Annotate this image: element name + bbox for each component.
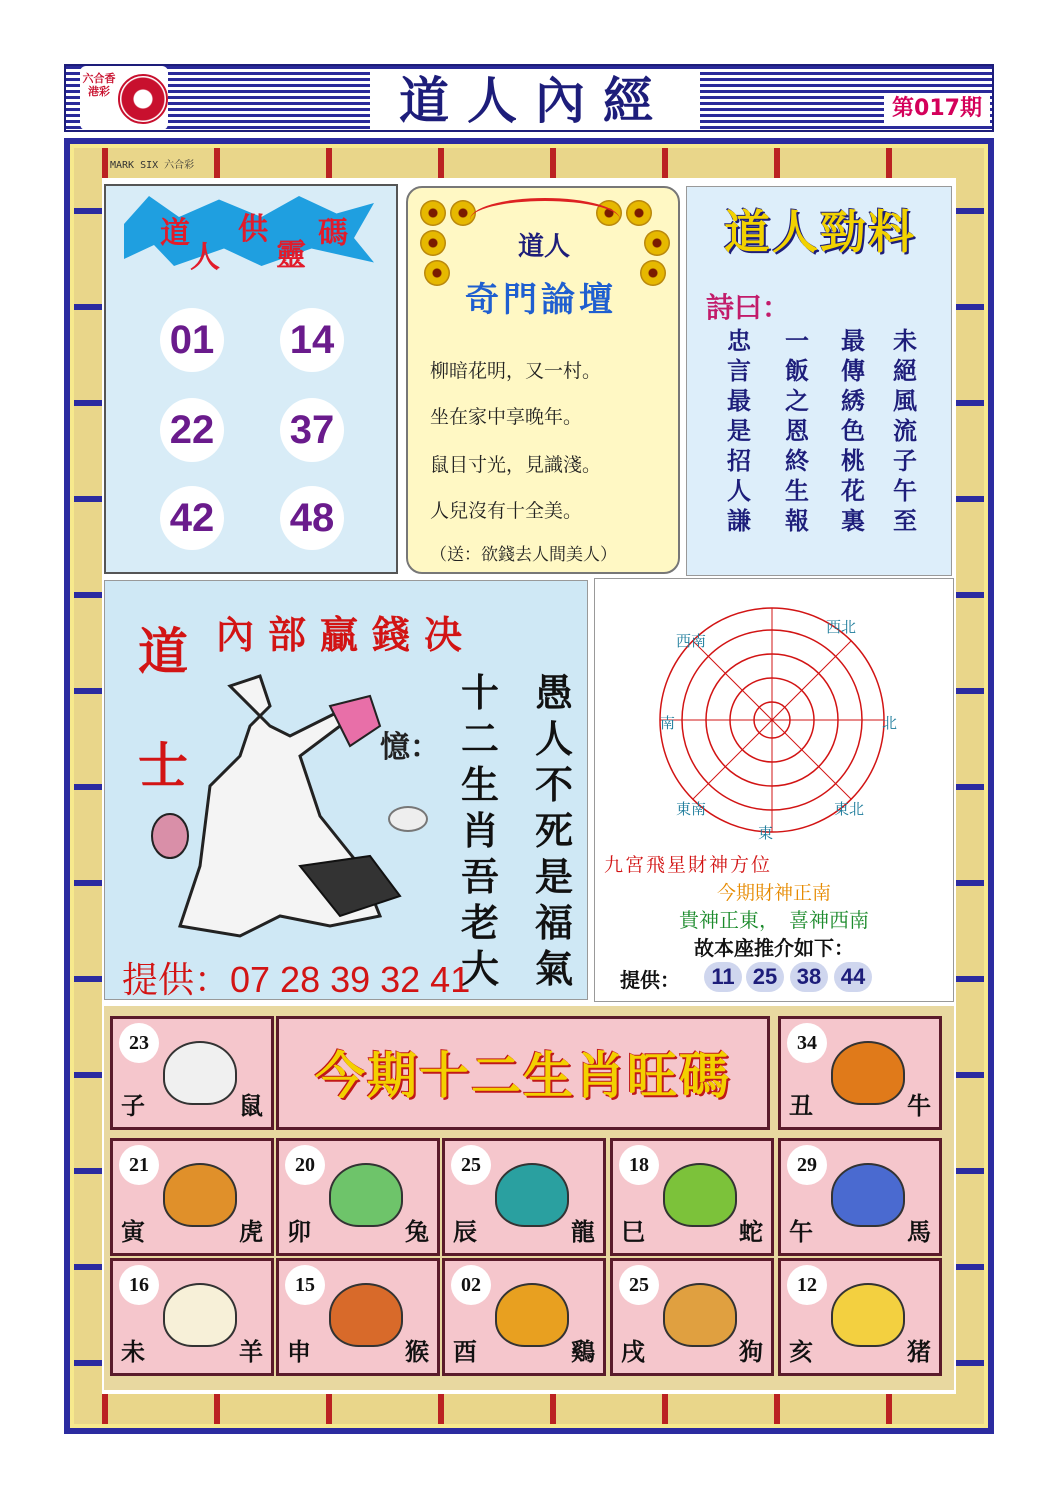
vertical-poem-column: 忠言最是招人謙 <box>727 326 751 535</box>
sheep-icon <box>388 806 428 832</box>
zodiac-animal: 鷄 <box>571 1337 595 1366</box>
lucky-number: 22 <box>160 398 224 462</box>
zodiac-cell <box>610 1138 774 1256</box>
badge-char: 靈 <box>276 238 306 273</box>
badge-char: 供 <box>238 212 268 247</box>
logo-text: 六合香港彩 <box>82 72 116 98</box>
zodiac-number: 21 <box>119 1145 159 1185</box>
zodiac-number: 02 <box>451 1265 491 1305</box>
zodiac-animal-icon <box>663 1163 737 1227</box>
border-strip-bottom <box>74 1394 984 1424</box>
zodiac-number: 23 <box>119 1023 159 1063</box>
earthly-branch: 戌 <box>621 1337 645 1366</box>
zodiac-animal: 鼠 <box>239 1091 263 1120</box>
zodiac-cell <box>778 1258 942 1376</box>
badge-char: 人 <box>190 240 220 275</box>
bauhinia-icon <box>118 74 168 124</box>
fortune-god-direction: 今期財神正南 <box>716 882 831 904</box>
lucky-number: 14 <box>280 308 344 372</box>
earthly-branch: 未 <box>121 1337 145 1366</box>
zodiac-number: 12 <box>787 1265 827 1305</box>
zodiac-animal-icon <box>163 1041 237 1105</box>
coin-icon <box>420 230 446 256</box>
forum-label: 道人 <box>517 232 570 262</box>
earthly-branch: 申 <box>287 1337 311 1366</box>
zodiac-number: 34 <box>787 1023 827 1063</box>
zodiac-animal: 龍 <box>571 1217 595 1246</box>
earthly-branch: 午 <box>789 1217 813 1246</box>
coin-icon <box>644 230 670 256</box>
zodiac-animal: 牛 <box>907 1091 931 1120</box>
zodiac-animal-icon <box>663 1283 737 1347</box>
coin-icon <box>640 260 666 286</box>
border-strip-right <box>956 178 984 1394</box>
provided-numbers: 提供：07 28 39 32 41 <box>122 959 471 1000</box>
page-title: 道人內經 <box>399 71 671 130</box>
zodiac-cell <box>778 1138 942 1256</box>
zodiac-number: 18 <box>619 1145 659 1185</box>
earthly-branch: 丑 <box>789 1091 813 1120</box>
lottery-logo <box>80 66 168 130</box>
poem-line: 柳暗花明，又一村。 <box>430 360 602 382</box>
vertical-verse: 愚人不死是福氣 <box>534 670 573 991</box>
zodiac-number: 16 <box>119 1265 159 1305</box>
recommended-number: 38 <box>790 962 828 992</box>
zodiac-animal-icon <box>495 1283 569 1347</box>
recommended-number: 44 <box>834 962 872 992</box>
zodiac-number: 25 <box>451 1145 491 1185</box>
zodiac-animal-icon <box>329 1163 403 1227</box>
recommend-label: 故本座推介如下： <box>694 936 854 960</box>
compass-label: 東北 <box>834 800 865 818</box>
earthly-branch: 子 <box>121 1091 145 1120</box>
zodiac-number: 25 <box>619 1265 659 1305</box>
vertical-poem-column: 一飯之恩終生報 <box>785 326 809 535</box>
vertical-poem-column: 未絕風流子午至 <box>893 326 917 535</box>
badge-char: 碼 <box>318 216 348 251</box>
lucky-number: 01 <box>160 308 224 372</box>
earthly-branch: 亥 <box>789 1337 813 1366</box>
compass-label: 南 <box>660 714 676 732</box>
zodiac-cell <box>276 1138 440 1256</box>
lucky-number: 48 <box>280 486 344 550</box>
zodiac-animal: 兔 <box>405 1217 429 1246</box>
zodiac-animal-icon <box>329 1283 403 1347</box>
zodiac-animal: 狗 <box>739 1337 763 1366</box>
provide-label: 提供： <box>620 968 680 992</box>
poem-note: （送：欲錢去人間美人） <box>430 545 617 565</box>
border-mark-text: MARK SIX 六合彩 <box>110 160 195 171</box>
issue-number: 第017期 <box>892 96 982 121</box>
zodiac-cell <box>778 1016 942 1130</box>
poem-line: 坐在家中享晚年。 <box>430 406 583 428</box>
recommended-number: 25 <box>746 962 784 992</box>
zodiac-animal-icon <box>163 1163 237 1227</box>
zodiac-animal: 猪 <box>907 1337 931 1366</box>
poem-line: 鼠目寸光，見識淺。 <box>430 454 602 476</box>
zodiac-title: 今期十二生肖旺碼 <box>315 1046 731 1105</box>
zodiac-animal-icon <box>163 1283 237 1347</box>
earthly-branch: 卯 <box>287 1217 311 1246</box>
earthly-branch: 寅 <box>121 1217 145 1246</box>
zodiac-number: 15 <box>285 1265 325 1305</box>
compass-label: 東南 <box>676 800 707 818</box>
badge-char: 道 <box>160 216 190 251</box>
hint-label: 憶： <box>380 730 440 765</box>
tips-title: 道人勁料 <box>724 205 916 259</box>
vertical-verse: 十二生肖吾老大 <box>460 670 499 991</box>
zodiac-animal: 猴 <box>405 1337 429 1366</box>
compass-label: 西南 <box>676 632 707 650</box>
side-char: 士 <box>138 736 188 795</box>
border-strip-left <box>74 178 102 1394</box>
poem-line: 人兒沒有十全美。 <box>430 500 583 522</box>
zodiac-animal-icon <box>495 1163 569 1227</box>
taoist-title: 內部贏錢决 <box>216 612 477 657</box>
coin-icon <box>626 200 652 226</box>
zodiac-cell <box>442 1258 606 1376</box>
forum-title: 奇門論壇 <box>465 280 617 320</box>
lucky-number: 42 <box>160 486 224 550</box>
zodiac-cell <box>110 1016 274 1130</box>
zodiac-animal-icon <box>831 1163 905 1227</box>
border-strip-top <box>74 148 984 178</box>
compass-label: 北 <box>882 714 898 732</box>
lucky-number: 37 <box>280 398 344 462</box>
zodiac-animal: 羊 <box>239 1337 263 1366</box>
zodiac-cell <box>610 1258 774 1376</box>
zodiac-cell <box>110 1258 274 1376</box>
side-char: 道 <box>138 622 188 681</box>
zodiac-animal-icon <box>831 1041 905 1105</box>
zodiac-animal: 馬 <box>907 1217 931 1246</box>
star-direction-heading: 九宮飛星財神方位 <box>604 854 773 876</box>
zodiac-animal: 虎 <box>239 1217 263 1246</box>
zodiac-number: 20 <box>285 1145 325 1185</box>
zodiac-cell <box>110 1138 274 1256</box>
zodiac-animal: 蛇 <box>739 1217 763 1246</box>
zodiac-number: 29 <box>787 1145 827 1185</box>
earthly-branch: 辰 <box>453 1217 477 1246</box>
zodiac-animal-icon <box>831 1283 905 1347</box>
zodiac-cell <box>442 1138 606 1256</box>
zodiac-cell <box>276 1258 440 1376</box>
poem-label: 詩曰： <box>706 291 791 324</box>
noble-joy-direction: 貴神正東， 喜神西南 <box>679 908 869 932</box>
earthly-branch: 酉 <box>453 1337 477 1366</box>
compass-label: 東 <box>758 824 774 842</box>
compass-label: 西北 <box>826 618 857 636</box>
recommended-number: 11 <box>704 962 742 992</box>
coin-icon <box>420 200 446 226</box>
earthly-branch: 巳 <box>621 1217 645 1246</box>
vertical-poem-column: 最傳綉色桃花裏 <box>841 326 865 535</box>
